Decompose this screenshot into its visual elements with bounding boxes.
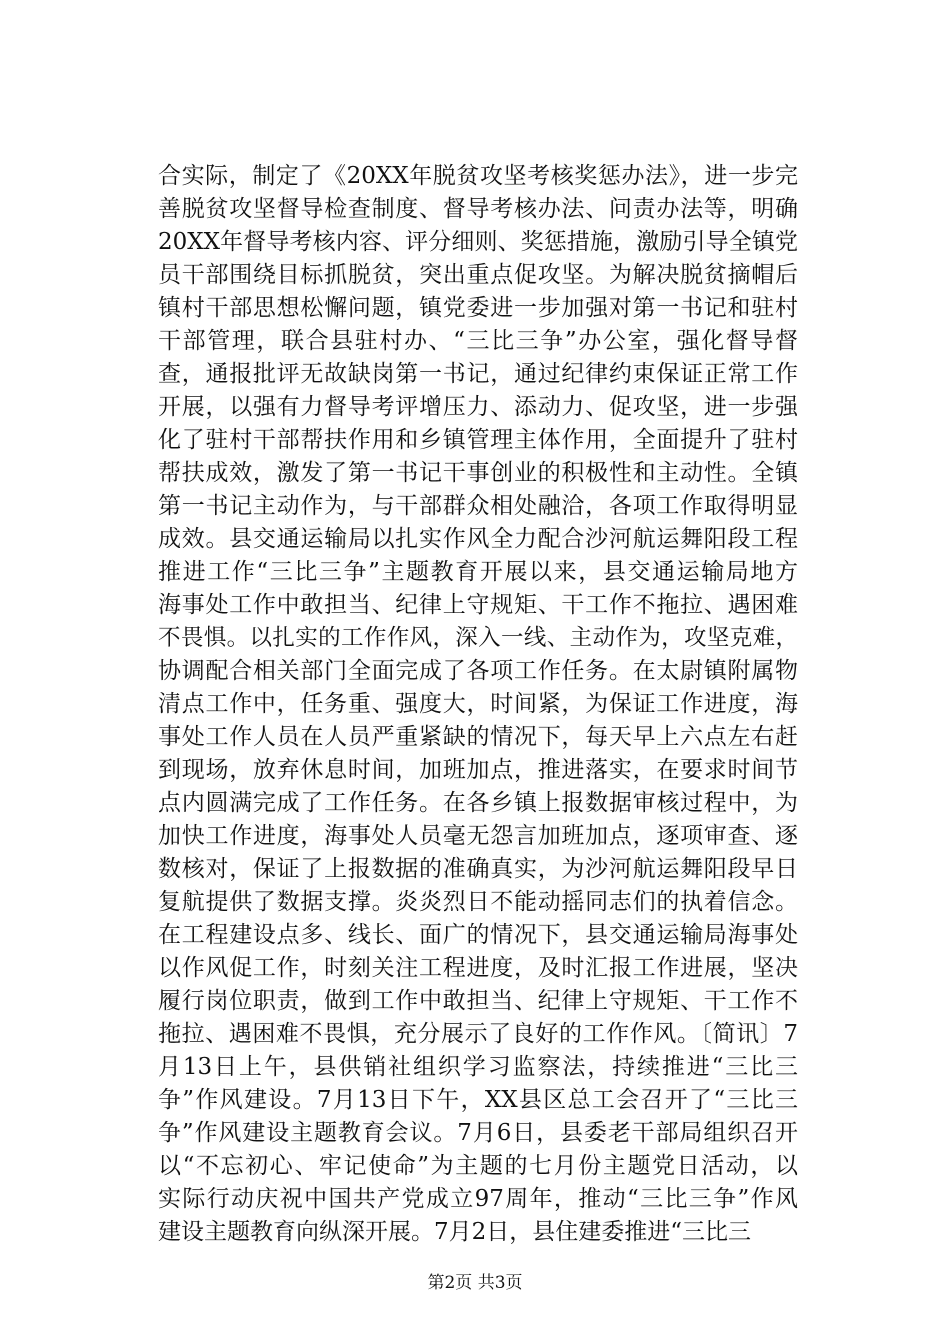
text-line: 清点工作中，任务重、强度大，时间紧，为保证工作进度，海 — [158, 691, 798, 717]
text-line: 拖拉、遇困难不畏惧，充分展示了良好的工作作风。〔简讯〕7 — [158, 1021, 798, 1047]
text-line: 镇村干部思想松懈问题，镇党委进一步加强对第一书记和驻村 — [158, 295, 798, 321]
text-line: 点内圆满完成了工作任务。在各乡镇上报数据审核过程中，为 — [158, 790, 798, 816]
text-line: 月13日上午，县供销社组织学习监察法，持续推进“三比三 — [158, 1054, 798, 1080]
text-line: 成效。县交通运输局以扎实作风全力配合沙河航运舞阳段工程 — [158, 526, 798, 552]
text-line: 第一书记主动作为，与干部群众相处融洽，各项工作取得明显 — [158, 493, 798, 519]
text-line: 20XX年督导考核内容、评分细则、奖惩措施，激励引导全镇党 — [158, 229, 798, 255]
text-line: 员干部围绕目标抓脱贫，突出重点促攻坚。为解决脱贫摘帽后 — [158, 262, 798, 288]
text-line: 以“不忘初心、牢记使命”为主题的七月份主题党日活动，以 — [158, 1153, 798, 1179]
text-line: 在工程建设点多、线长、面广的情况下，县交通运输局海事处 — [158, 922, 798, 948]
text-line: 干部管理，联合县驻村办、“三比三争”办公室，强化督导督 — [158, 328, 798, 354]
text-line: 争”作风建设。7月13日下午，XX县区总工会召开了“三比三 — [158, 1087, 798, 1113]
text-line: 实际行动庆祝中国共产党成立97周年，推动“三比三争”作风 — [158, 1186, 798, 1212]
text-line: 帮扶成效，激发了第一书记干事创业的积极性和主动性。全镇 — [158, 460, 798, 486]
text-line: 数核对，保证了上报数据的准确真实，为沙河航运舞阳段早日 — [158, 856, 798, 882]
text-line: 善脱贫攻坚督导检查制度、督导考核办法、问责办法等，明确 — [158, 196, 798, 222]
body-text — [158, 160, 798, 1249]
text-line: 推进工作“三比三争”主题教育开展以来，县交通运输局地方 — [158, 559, 798, 585]
text-line: 争”作风建设主题教育会议。7月6日，县委老干部局组织召开 — [158, 1120, 798, 1146]
text-line: 建设主题教育向纵深开展。7月2日，县住建委推进“三比三 — [158, 1219, 752, 1245]
page-footer — [0, 1272, 950, 1294]
text-line: 复航提供了数据支撑。炎炎烈日不能动摇同志们的执着信念。 — [158, 889, 798, 915]
text-line: 事处工作人员在人员严重紧缺的情况下，每天早上六点左右赶 — [158, 724, 798, 750]
text-line: 化了驻村干部帮扶作用和乡镇管理主体作用，全面提升了驻村 — [158, 427, 798, 453]
text-line: 到现场，放弃休息时间，加班加点，推进落实，在要求时间节 — [158, 757, 798, 783]
text-line: 开展，以强有力督导考评增压力、添动力、促攻坚，进一步强 — [158, 394, 798, 420]
text-line: 海事处工作中敢担当、纪律上守规矩、干工作不拖拉、遇困难 — [158, 592, 798, 618]
text-line: 以作风促工作，时刻关注工程进度，及时汇报工作进展，坚决 — [158, 955, 798, 981]
text-line: 合实际，制定了《20XX年脱贫攻坚考核奖惩办法》，进一步完 — [158, 163, 798, 189]
page-number-label: 第2页 共3页 — [427, 1273, 523, 1293]
text-line: 协调配合相关部门全面完成了各项工作任务。在太尉镇附属物 — [158, 658, 798, 684]
text-line: 不畏惧。以扎实的工作作风，深入一线、主动作为，攻坚克难， — [158, 625, 798, 651]
text-line: 查，通报批评无故缺岗第一书记，通过纪律约束保证正常工作 — [158, 361, 798, 387]
text-line: 加快工作进度，海事处人员毫无怨言加班加点，逐项审查、逐 — [158, 823, 798, 849]
text-line: 履行岗位职责，做到工作中敢担当、纪律上守规矩、干工作不 — [158, 988, 798, 1014]
